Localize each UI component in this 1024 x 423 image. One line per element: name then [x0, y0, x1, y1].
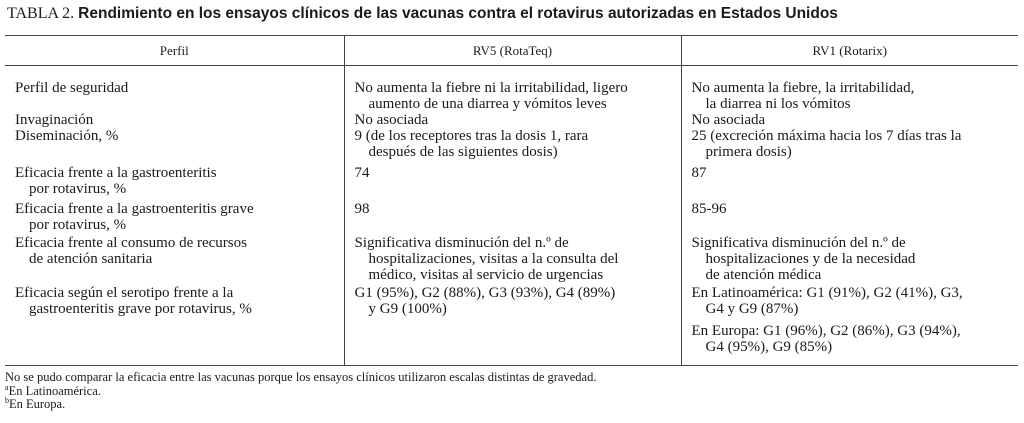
table-title	[7, 5, 838, 23]
cell-perfil: Eficacia frente a la gastroenteritis por rotavirus, %	[15, 165, 217, 197]
table-row	[5, 128, 1018, 160]
table-label: TABLA 2.	[7, 5, 75, 22]
cell-perfil: Diseminación, %	[15, 128, 119, 144]
table-row	[5, 112, 1018, 128]
cell-rv1: En Latinoamérica: G1 (91%), G2 (41%), G3, G4 y G9 (87%) En Europa: G1 (96%), G2 (86%), G3 (94%), G4 (95%), G9 (85%)	[681, 283, 1018, 366]
cell-perfil: Eficacia frente a la gastroenteritis grave por rotavirus, %	[15, 201, 254, 233]
cell-rv1: Significativa disminución del n.º de hospitalizaciones y de la necesidad de atención médica	[681, 233, 1018, 283]
footnote-main: No se pudo comparar la eficacia entre las vacunas porque los ensayos clínicos utilizaron escalas distintas de gravedad.	[5, 370, 597, 384]
footnote-a: $^a$En Latinoamérica.	[5, 382, 101, 398]
cell-rv5: 9 (de los receptores tras la dosis 1, rara después de las siguientes dosis)	[344, 128, 681, 160]
cell-rv5: Significativa disminución del n.º de hospitalizaciones, visitas a la consulta del médico, visitas al servicio de urgencias	[344, 233, 681, 283]
header-row	[5, 36, 1018, 66]
table-row	[5, 233, 1018, 283]
table-row	[5, 66, 1018, 113]
cell-perfil: Invaginación	[15, 112, 94, 128]
footnotes	[5, 371, 596, 412]
cell-rv1: No aumenta la fiebre, la irritabilidad, la diarrea ni los vómitos	[681, 66, 1018, 113]
table-row	[5, 283, 1018, 366]
cell-rv1: 87	[681, 160, 1018, 197]
footnote-b: $^b$En Europa.	[5, 395, 66, 411]
cell-rv5: G1 (95%), G2 (88%), G3 (93%), G4 (89%) y G9 (100%)	[344, 283, 681, 366]
cell-rv1: 85-96	[681, 197, 1018, 233]
cell-rv5: 74	[344, 160, 681, 197]
cell-rv5: No asociada	[344, 112, 681, 128]
cell-rv1: 25 (excreción máxima hacia los 7 días tras la primera dosis)	[681, 128, 1018, 160]
cell-perfil: Perfil de seguridad	[15, 80, 129, 96]
cell-perfil: Eficacia frente al consumo de recursos de atención sanitaria	[15, 235, 247, 267]
cell-rv5: No aumenta la fiebre ni la irritabilidad, ligero aumento de una diarrea y vómitos leves	[344, 66, 681, 113]
header-perfil: Perfil	[5, 36, 344, 66]
data-table	[5, 35, 1018, 366]
header-rv1: RV1 (Rotarix)	[681, 36, 1018, 66]
cell-perfil: Eficacia según el serotipo frente a la gastroenteritis grave por rotavirus, %	[5, 283, 344, 366]
header-rv5: RV5 (RotaTeq)	[344, 36, 681, 66]
table-row	[5, 160, 1018, 197]
cell-rv1: No asociada	[681, 112, 1018, 128]
table-row	[5, 197, 1018, 233]
cell-rv5: 98	[344, 197, 681, 233]
table-title-text: Rendimiento en los ensayos clínicos de las vacunas contra el rotavirus autorizadas en Estados Unidos	[78, 5, 838, 22]
